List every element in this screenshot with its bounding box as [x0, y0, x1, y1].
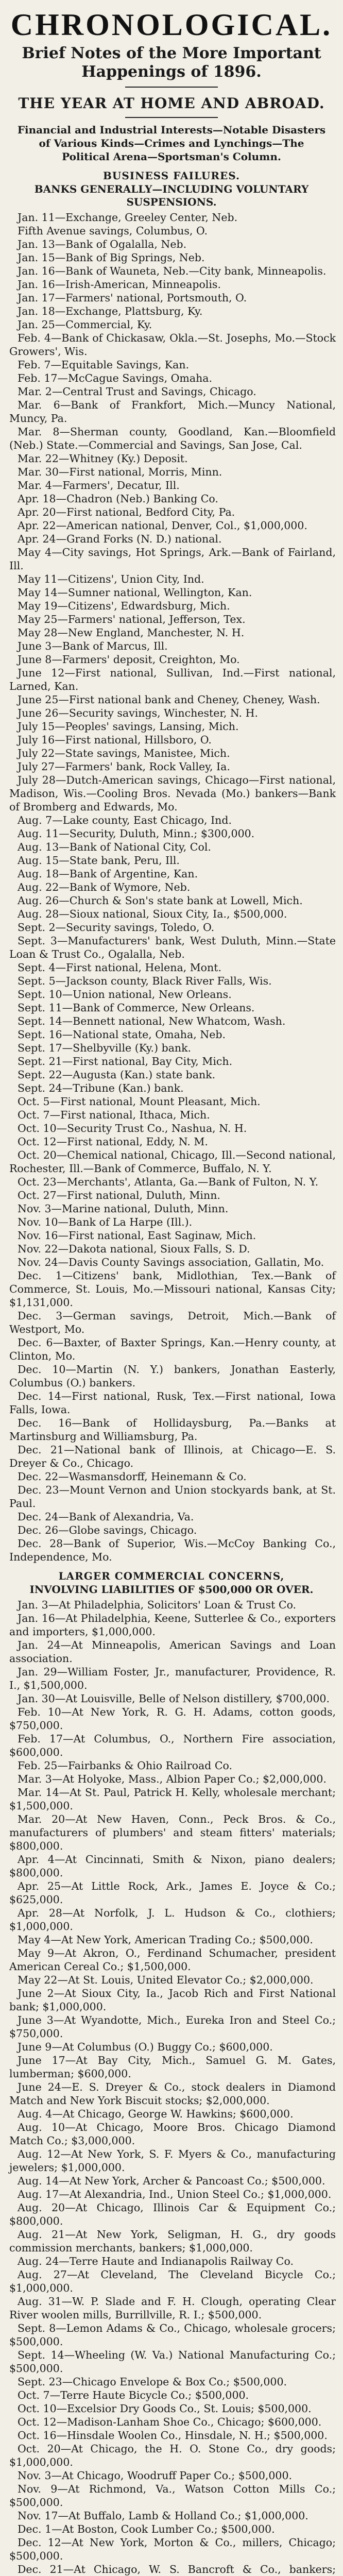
list-item: June 3—At Wyandotte, Mich., Eureka Iron and Steel Co.; $750,000. [9, 2014, 336, 2040]
list-item: Nov. 10—Bank of La Harpe (Ill.). [18, 1216, 193, 1228]
list-item: Feb. 4—Bank of Chickasaw, Okla.—St. Josephs, Mo.—Stock Growers', Wis. [9, 332, 336, 358]
list-item: Feb. 7—Equitable Savings, Kan. [18, 359, 190, 371]
list-item: Dec. 12—At New York, Morton & Co., millers, Chicago; $500,000. [9, 2536, 336, 2562]
list-item: Jan. 16—At Philadelphia, Keene, Sutterlee & Co., exporters and importers, $1,000,000. [9, 1612, 336, 1638]
list-item: Dec. 24—Bank of Alexandria, Va. [18, 1511, 194, 1523]
list-item: June 2—At Sioux City, Ia., Jacob Rich and First National bank; $1,000,000. [9, 1987, 336, 2013]
list-item: Oct. 20—Chemical national, Chicago, Ill.—Second national, Rochester, Ill.—Bank of Commerce, Buffalo, N. Y. [9, 1149, 336, 1175]
list-item: Nov. 16—First national, East Saginaw, Mich. [18, 1229, 256, 1242]
list-item: Jan. 13—Bank of Ogalalla, Neb. [18, 238, 187, 250]
list-item: Nov. 22—Dakota national, Sioux Falls, S. D. [18, 1243, 250, 1255]
list-item: Mar. 20—At New Haven, Conn., Peck Bros. & Co., manufacturers of plumbers' and steam fitters' materials; $800,000. [9, 1813, 336, 1852]
list-item: Sept. 2—Security savings, Toledo, O. [18, 921, 215, 934]
list-item: Nov. 9—At Richmond, Va., Watson Cotton Mills Co.; $500,000. [9, 2483, 336, 2509]
section-title: LARGER COMMERCIAL CONCERNS, [58, 1570, 285, 1582]
list-item: Dec. 28—Bank of Superior, Wis.—McCoy Banking Co., Independence, Mo. [9, 1537, 336, 1563]
list-item: Jan. 29—William Foster, Jr., manufacturer, Providence, R. I., $1,500,000. [9, 1666, 336, 1691]
list-item: Oct. 27—First national, Duluth, Minn. [18, 1189, 220, 1201]
list-item: Jan. 15—Bank of Big Springs, Neb. [18, 251, 205, 264]
list-item: May 4—At New York, American Trading Co.; $500,000. [18, 1934, 313, 1946]
list-item: Oct. 12—Madison-Lanham Shoe Co., Chicago; $600,000. [18, 2416, 322, 2428]
list-item: Dec. 21—At Chicago, W. S. Bancroft & Co., bankers; [18, 2563, 336, 2575]
list-item: Dec. 14—First national, Rusk, Tex.—First national, Iowa Falls, Iowa. [9, 1390, 336, 1416]
list-item: Aug. 27—At Cleveland, The Cleveland Bicycle Co.; $1,000,000. [9, 2268, 336, 2294]
list-item: Aug. 28—Sioux national, Sioux City, Ia., $500,000. [18, 908, 287, 920]
list-item: Apr. 18—Chadron (Neb.) Banking Co. [18, 493, 218, 505]
year-title: THE YEAR AT HOME AND ABROAD. [18, 95, 325, 112]
list-item: Sept. 4—First national, Helena, Mont. [18, 961, 221, 974]
list-item: Sept. 22—Augusta (Kan.) state bank. [18, 1069, 216, 1081]
list-item: May 14—Sumner national, Wellington, Kan. [18, 586, 252, 599]
list-item: Mar. 14—At St. Paul, Patrick H. Kelly, wholesale merchant; $1,500,000. [9, 1786, 336, 1812]
list-item: Dec. 22—Wasmansdorff, Heinemann & Co. [18, 1470, 247, 1483]
list-item: Sept. 24—Tribune (Kan.) bank. [18, 1082, 184, 1094]
list-item: Aug. 7—Lake county, East Chicago, Ind. [18, 814, 232, 826]
list-item: June 17—At Bay City, Mich., Samuel G. M. Gates, lumberman; $600,000. [9, 2054, 336, 2080]
list-item: Mar. 6—Bank of Frankfort, Mich.—Muncy National, Muncy, Pa. [9, 399, 336, 425]
list-item: July 27—Farmers' bank, Rock Valley, Ia. [18, 760, 230, 773]
list-item: Sept. 14—Wheeling (W. Va.) National Manufacturing Co.; $500,000. [9, 2349, 336, 2375]
list-item: July 28—Dutch-American savings, Chicago—First national, Madison, Wis.—Cooling Bros. Nevada (Mo.) bankers—Bank of Bromberg and Edwards, Mo. [9, 774, 336, 813]
list-item: Apr. 24—Grand Forks (N. D.) national. [18, 533, 222, 545]
list-item: Mar. 4—Farmers', Decatur, Ill. [18, 479, 180, 492]
list-item: June 26—Security savings, Winchester, N. H. [18, 707, 258, 719]
list-item: Nov. 17—At Buffalo, Lamb & Holland Co.; $1,000,000. [18, 2510, 308, 2522]
list-item: Sept. 11—Bank of Commerce, New Orleans. [18, 1002, 255, 1014]
list-item: Oct. 16—Hinsdale Woolen Co., Hinsdale, N. H.; $500,000. [18, 2429, 328, 2442]
list-item: May 22—At St. Louis, United Elevator Co.; $2,000,000. [18, 1974, 314, 1986]
list-item: Dec. 21—National bank of Illinois, at Chicago—E. S. Dreyer & Co., Chicago. [9, 1444, 336, 1469]
masthead-title: CHRONOLOGICAL. [10, 8, 333, 42]
list-item: Dec. 16—Bank of Hollidaysburg, Pa.—Banks at Martinsburg and Williamsburg, Pa. [9, 1417, 336, 1443]
list-item: July 16—First national, Hillsboro, O. [18, 734, 212, 746]
list-item: May 28—New England, Manchester, N. H. [18, 626, 245, 639]
list-item: Aug. 14—At New York, Archer & Pancoast Co.; $500,000. [18, 2175, 325, 2187]
list-item: Oct. 7—Terre Haute Bicycle Co.; $500,000. [18, 2389, 249, 2401]
list-item: Oct. 23—Merchants', Atlanta, Ga.—Bank of Fulton, N. Y. [18, 1176, 319, 1188]
article-body [0, 170, 343, 2576]
list-item: May 11—Citizens', Union City, Ind. [18, 573, 204, 585]
list-item: June 8—Farmers' deposit, Creighton, Mo. [18, 653, 240, 666]
list-item: Dec. 1—At Boston, Cook Lumber Co.; $500,000. [18, 2523, 275, 2535]
list-item: Aug. 31—W. P. Slade and F. H. Clough, operating Clear River woolen mills, Burrillville, R. I.; $500,000. [9, 2295, 336, 2321]
list-item: Nov. 3—At Chicago, Woodruff Paper Co.; $500,000. [18, 2469, 293, 2482]
list-item: July 22—State savings, Manistee, Mich. [18, 747, 230, 759]
list-item: June 24—E. S. Dreyer & Co., stock dealers in Diamond Match and New York Biscuit stocks; $2,000,000. [9, 2081, 336, 2107]
list-item: Dec. 1—Citizens' bank, Midlothian, Tex.—Bank of Commerce, St. Louis, Mo.—Missouri national, Kansas City; $1,131,000. [9, 1269, 336, 1309]
list-item: Aug. 13—Bank of National City, Col. [18, 841, 211, 853]
list-item: Jan. 25—Commercial, Ky. [18, 318, 152, 331]
article-subtitle: Brief Notes of the More Important Happenings of 1896. [22, 44, 321, 81]
article-header [0, 0, 343, 163]
list-item: Oct. 20—At Chicago, the H. O. Stone Co., dry goods; $1,000,000. [9, 2443, 336, 2468]
list-item: Aug. 4—At Chicago, George W. Hawkins; $600,000. [18, 2108, 294, 2120]
list-item: Aug. 18—Bank of Argentine, Kan. [18, 868, 198, 880]
list-item: Feb. 17—McCague Savings, Omaha. [18, 372, 213, 384]
list-item: May 25—Farmers' national, Jefferson, Tex. [18, 613, 246, 625]
list-item: June 12—First national, Sullivan, Ind.—First national, Larned, Kan. [9, 667, 336, 692]
list-item: Apr. 28—At Norfolk, J. L. Hudson & Co., clothiers; $1,000,000. [9, 1907, 336, 1933]
list-item: July 15—Peoples' savings, Lansing, Mich. [18, 720, 239, 733]
list-item: Oct. 12—First national, Eddy, N. M. [18, 1136, 208, 1148]
header-rule [125, 87, 218, 88]
list-item: Dec. 6—Baxter, of Baxter Springs, Kan.—Henry county, at Clinton, Mo. [9, 1336, 336, 1362]
section-subtitle: INVOLVING LIABILITIES OF $500,000 OR OVER. [29, 1583, 314, 1596]
list-item: Apr. 20—First national, Bedford City, Pa. [18, 506, 235, 518]
list-item: Sept. 23—Chicago Envelope & Box Co.; $500,000. [18, 2376, 287, 2388]
list-item: Aug. 10—At Chicago, Moore Bros. Chicago Diamond Match Co.; $3,000,000. [9, 2121, 336, 2147]
list-item: June 9—At Columbus (O.) Buggy Co.; $600,000. [18, 2041, 273, 2053]
list-item: Aug. 20—At Chicago, Illinois Car & Equipment Co.; $800,000. [9, 2201, 336, 2227]
entry-list [0, 211, 343, 1564]
list-item: Aug. 17—At Alexandria, Ind., Union Steel Co.; $1,000,000. [18, 2188, 332, 2200]
list-item: Feb. 17—At Columbus, O., Northern Fire association, $600,000. [9, 1733, 336, 1758]
list-item: May 19—Citizens', Edwardsburg, Mich. [18, 600, 230, 612]
article-blurb: Financial and Industrial Interests—Notable Disasters of Various Kinds—Crimes and Lynchings—The Political Arena—Sportsman's Column. [17, 124, 326, 163]
list-item: Aug. 22—Bank of Wymore, Neb. [18, 881, 191, 893]
list-item: June 3—Bank of Marcus, Ill. [18, 640, 168, 652]
header-rule-2 [125, 117, 218, 118]
list-item: Jan. 24—At Minneapolis, American Savings and Loan association. [9, 1639, 336, 1665]
list-item: Aug. 21—At New York, Seligman, H. G., dry goods commission merchants, bankers; $1,000,000. [9, 2228, 336, 2254]
list-item: Fifth Avenue savings, Columbus, O. [18, 225, 208, 237]
list-item: May 4—City savings, Hot Springs, Ark.—Bank of Fairland, Ill. [9, 546, 336, 572]
list-item: Jan. 18—Exchange, Plattsburg, Ky. [18, 305, 203, 317]
list-item: Aug. 12—At New York, S. F. Myers & Co., manufacturing jewelers; $1,000,000. [9, 2148, 336, 2174]
list-item: Oct. 5—First national, Mount Pleasant, Mich. [18, 1095, 261, 1108]
list-item: Sept. 5—Jackson county, Black River Falls, Wis. [18, 975, 272, 987]
list-item: Oct. 10—Security Trust Co., Nashua, N. H. [18, 1122, 247, 1134]
list-item: Mar. 30—First national, Morris, Minn. [18, 466, 222, 478]
list-item: Jan. 16—Bank of Wauneta, Neb.—City bank, Minneapolis. [18, 265, 327, 277]
list-item: Oct. 7—First national, Ithaca, Mich. [18, 1109, 210, 1121]
list-item: Mar. 22—Whitney (Ky.) Deposit. [18, 452, 188, 465]
list-item: Mar. 8—Sherman county, Goodland, Kan.—Bloomfield (Neb.) State.—Commercial and Savings, San Jose, Cal. [9, 426, 336, 451]
list-item: Sept. 8—Lemon Adams & Co., Chicago, wholesale grocers; $500,000. [9, 2322, 336, 2348]
list-item: Nov. 24—Davis County Savings association, Gallatin, Mo. [18, 1256, 324, 1268]
list-item: Nov. 3—Marine national, Duluth, Minn. [18, 1202, 229, 1215]
list-item: Mar. 2—Central Trust and Savings, Chicago. [18, 385, 256, 398]
list-item: Feb. 25—Fairbanks & Ohio Railroad Co. [18, 1759, 233, 1772]
list-item: Sept. 16—National state, Omaha, Neb. [18, 1028, 226, 1041]
list-item: Aug. 15—State bank, Peru, Ill. [18, 854, 180, 867]
list-item: Sept. 10—Union national, New Orleans. [18, 988, 232, 1001]
list-item: June 25—First national bank and Cheney, Cheney, Wash. [18, 693, 320, 706]
list-item: Apr. 25—At Little Rock, Ark., James E. Joyce & Co.; $625,000. [9, 1880, 336, 1906]
list-item: Oct. 10—Excelsior Dry Goods Co., St. Louis; $500,000. [18, 2402, 312, 2415]
list-item: Aug. 26—Church & Son's state bank at Lowell, Mich. [18, 894, 303, 907]
list-item: Dec. 3—German savings, Detroit, Mich.—Bank of Westport, Mo. [9, 1310, 336, 1335]
list-item: Aug. 11—Security, Duluth, Minn.; $300,000. [18, 827, 255, 840]
list-item: Jan. 17—Farmers' national, Portsmouth, O. [18, 292, 247, 304]
list-item: Apr. 4—At Cincinnati, Smith & Nixon, piano dealers; $800,000. [9, 1853, 336, 1879]
section-subtitle: BANKS GENERALLY—INCLUDING VOLUNTARY SUSPENSIONS. [34, 183, 309, 208]
list-item: Dec. 10—Martin (N. Y.) bankers, Jonathan Easterly, Columbus (O.) bankers. [9, 1363, 336, 1389]
list-item: Dec. 26—Globe savings, Chicago. [18, 1524, 197, 1536]
list-item: Sept. 3—Manufacturers' bank, West Duluth, Minn.—State Loan & Trust Co., Ogalalla, Neb. [9, 935, 336, 960]
list-item: Feb. 10—At New York, R. G. H. Adams, cotton goods, $750,000. [9, 1706, 336, 1732]
list-item: Sept. 14—Bennett national, New Whatcom, Wash. [18, 1015, 286, 1027]
entry-list [0, 1598, 343, 2576]
list-item: Aug. 24—Terre Haute and Indianapolis Railway Co. [18, 2255, 294, 2267]
list-item: Mar. 3—At Holyoke, Mass., Albion Paper Co.; $2,000,000. [18, 1773, 327, 1785]
list-item: Jan. 16—Irish-American, Minneapolis. [18, 278, 221, 291]
list-item: Apr. 22—American national, Denver, Col., $1,000,000. [18, 519, 307, 532]
list-item: Jan. 11—Exchange, Greeley Center, Neb. [18, 211, 238, 224]
list-item: Jan. 30—At Louisville, Belle of Nelson distillery, $700,000. [18, 1692, 330, 1705]
list-item: May 9—At Akron, O., Ferdinand Schumacher, president American Cereal Co.; $1,500,000. [9, 1947, 336, 1973]
section-title: BUSINESS FAILURES. [103, 170, 240, 182]
list-item: Jan. 3—At Philadelphia, Solicitors' Loan & Trust Co. [18, 1599, 297, 1611]
list-item: Sept. 21—First national, Bay City, Mich. [18, 1055, 233, 1067]
list-item: Dec. 23—Mount Vernon and Union stockyards bank, at St. Paul. [9, 1484, 336, 1510]
list-item: Sept. 17—Shelbyville (Ky.) bank. [18, 1042, 192, 1054]
